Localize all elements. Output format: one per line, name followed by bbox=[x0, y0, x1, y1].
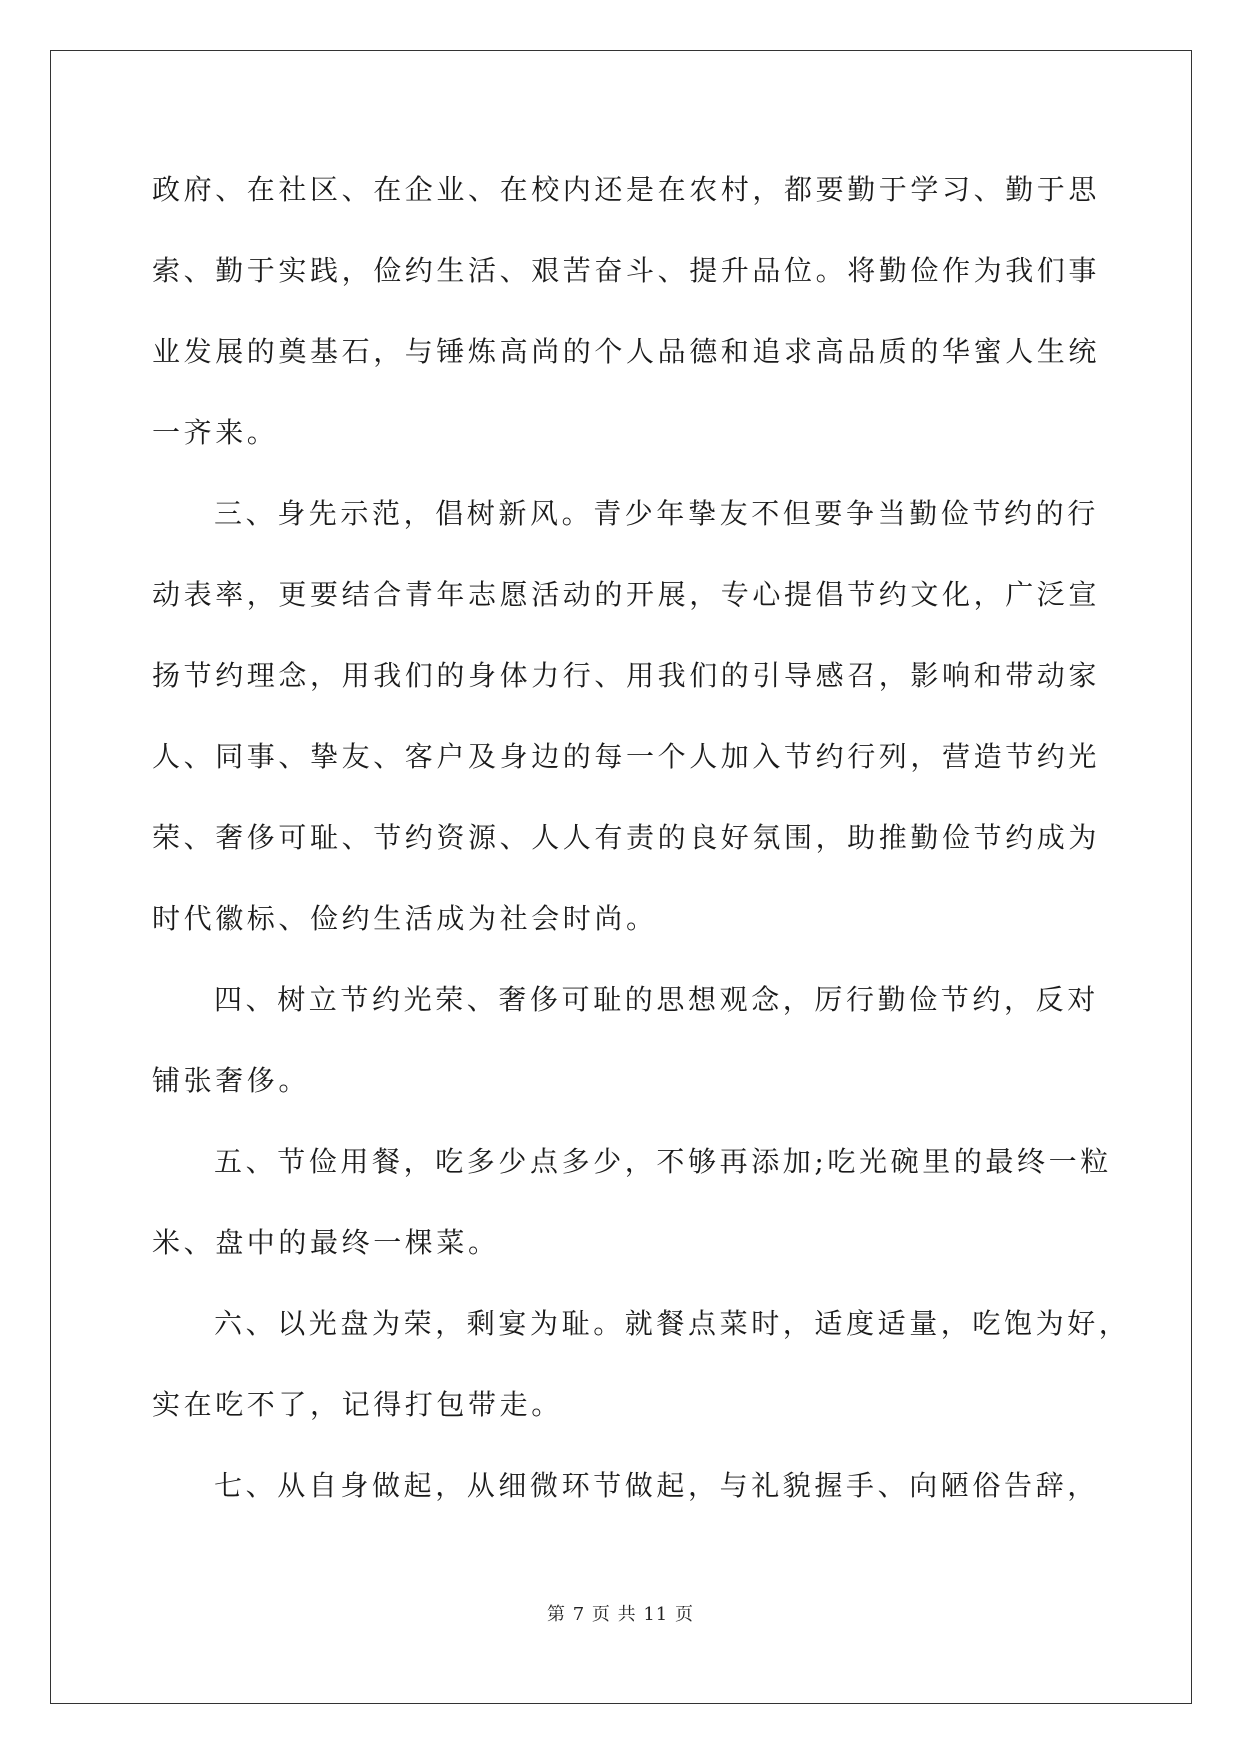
paragraph bbox=[152, 970, 1099, 1132]
paragraph bbox=[152, 1294, 1131, 1456]
paragraph bbox=[152, 484, 1101, 970]
paragraph bbox=[152, 160, 1101, 484]
text-line: 荣、奢侈可耻、节约资源、人人有责的良好氛围，助推勤俭节约成为 bbox=[152, 821, 1101, 854]
text-line: 米、盘中的最终一棵菜。 bbox=[152, 1226, 500, 1259]
paragraph bbox=[152, 1456, 1099, 1537]
text-line: 索、勤于实践，俭约生活、艰苦奋斗、提升品位。将勤俭作为我们事 bbox=[152, 254, 1101, 287]
text-line: 政府、在社区、在企业、在校内还是在农村，都要勤于学习、勤于思 bbox=[152, 173, 1101, 206]
page-number-footer: 第 7 页 共 11 页 bbox=[547, 1604, 694, 1625]
text-line: 扬节约理念，用我们的身体力行、用我们的引导感召，影响和带动家 bbox=[152, 659, 1101, 692]
text-line: 四、树立节约光荣、奢侈可耻的思想观念，厉行勤俭节约，反对 bbox=[214, 983, 1099, 1016]
text-line: 一齐来。 bbox=[152, 416, 279, 449]
text-line: 时代徽标、俭约生活成为社会时尚。 bbox=[152, 902, 658, 935]
paragraph bbox=[152, 1132, 1112, 1294]
text-line: 人、同事、挚友、客户及身边的每一个人加入节约行列，营造节约光 bbox=[152, 740, 1101, 773]
text-line: 五、节俭用餐，吃多少点多少，不够再添加;吃光碗里的最终一粒 bbox=[214, 1145, 1112, 1178]
text-line: 三、身先示范，倡树新风。青少年挚友不但要争当勤俭节约的行 bbox=[214, 497, 1099, 530]
text-line: 实在吃不了，记得打包带走。 bbox=[152, 1388, 563, 1421]
document-body bbox=[152, 160, 1131, 1537]
text-line: 铺张奢侈。 bbox=[152, 1064, 311, 1097]
text-line: 六、以光盘为荣，剩宴为耻。就餐点菜时，适度适量，吃饱为好， bbox=[214, 1307, 1131, 1340]
text-line: 业发展的奠基石，与锤炼高尚的个人品德和追求高品质的华蜜人生统 bbox=[152, 335, 1101, 368]
text-line: 动表率，更要结合青年志愿活动的开展，专心提倡节约文化，广泛宣 bbox=[152, 578, 1101, 611]
text-line: 七、从自身做起，从细微环节做起，与礼貌握手、向陋俗告辞， bbox=[214, 1469, 1099, 1502]
